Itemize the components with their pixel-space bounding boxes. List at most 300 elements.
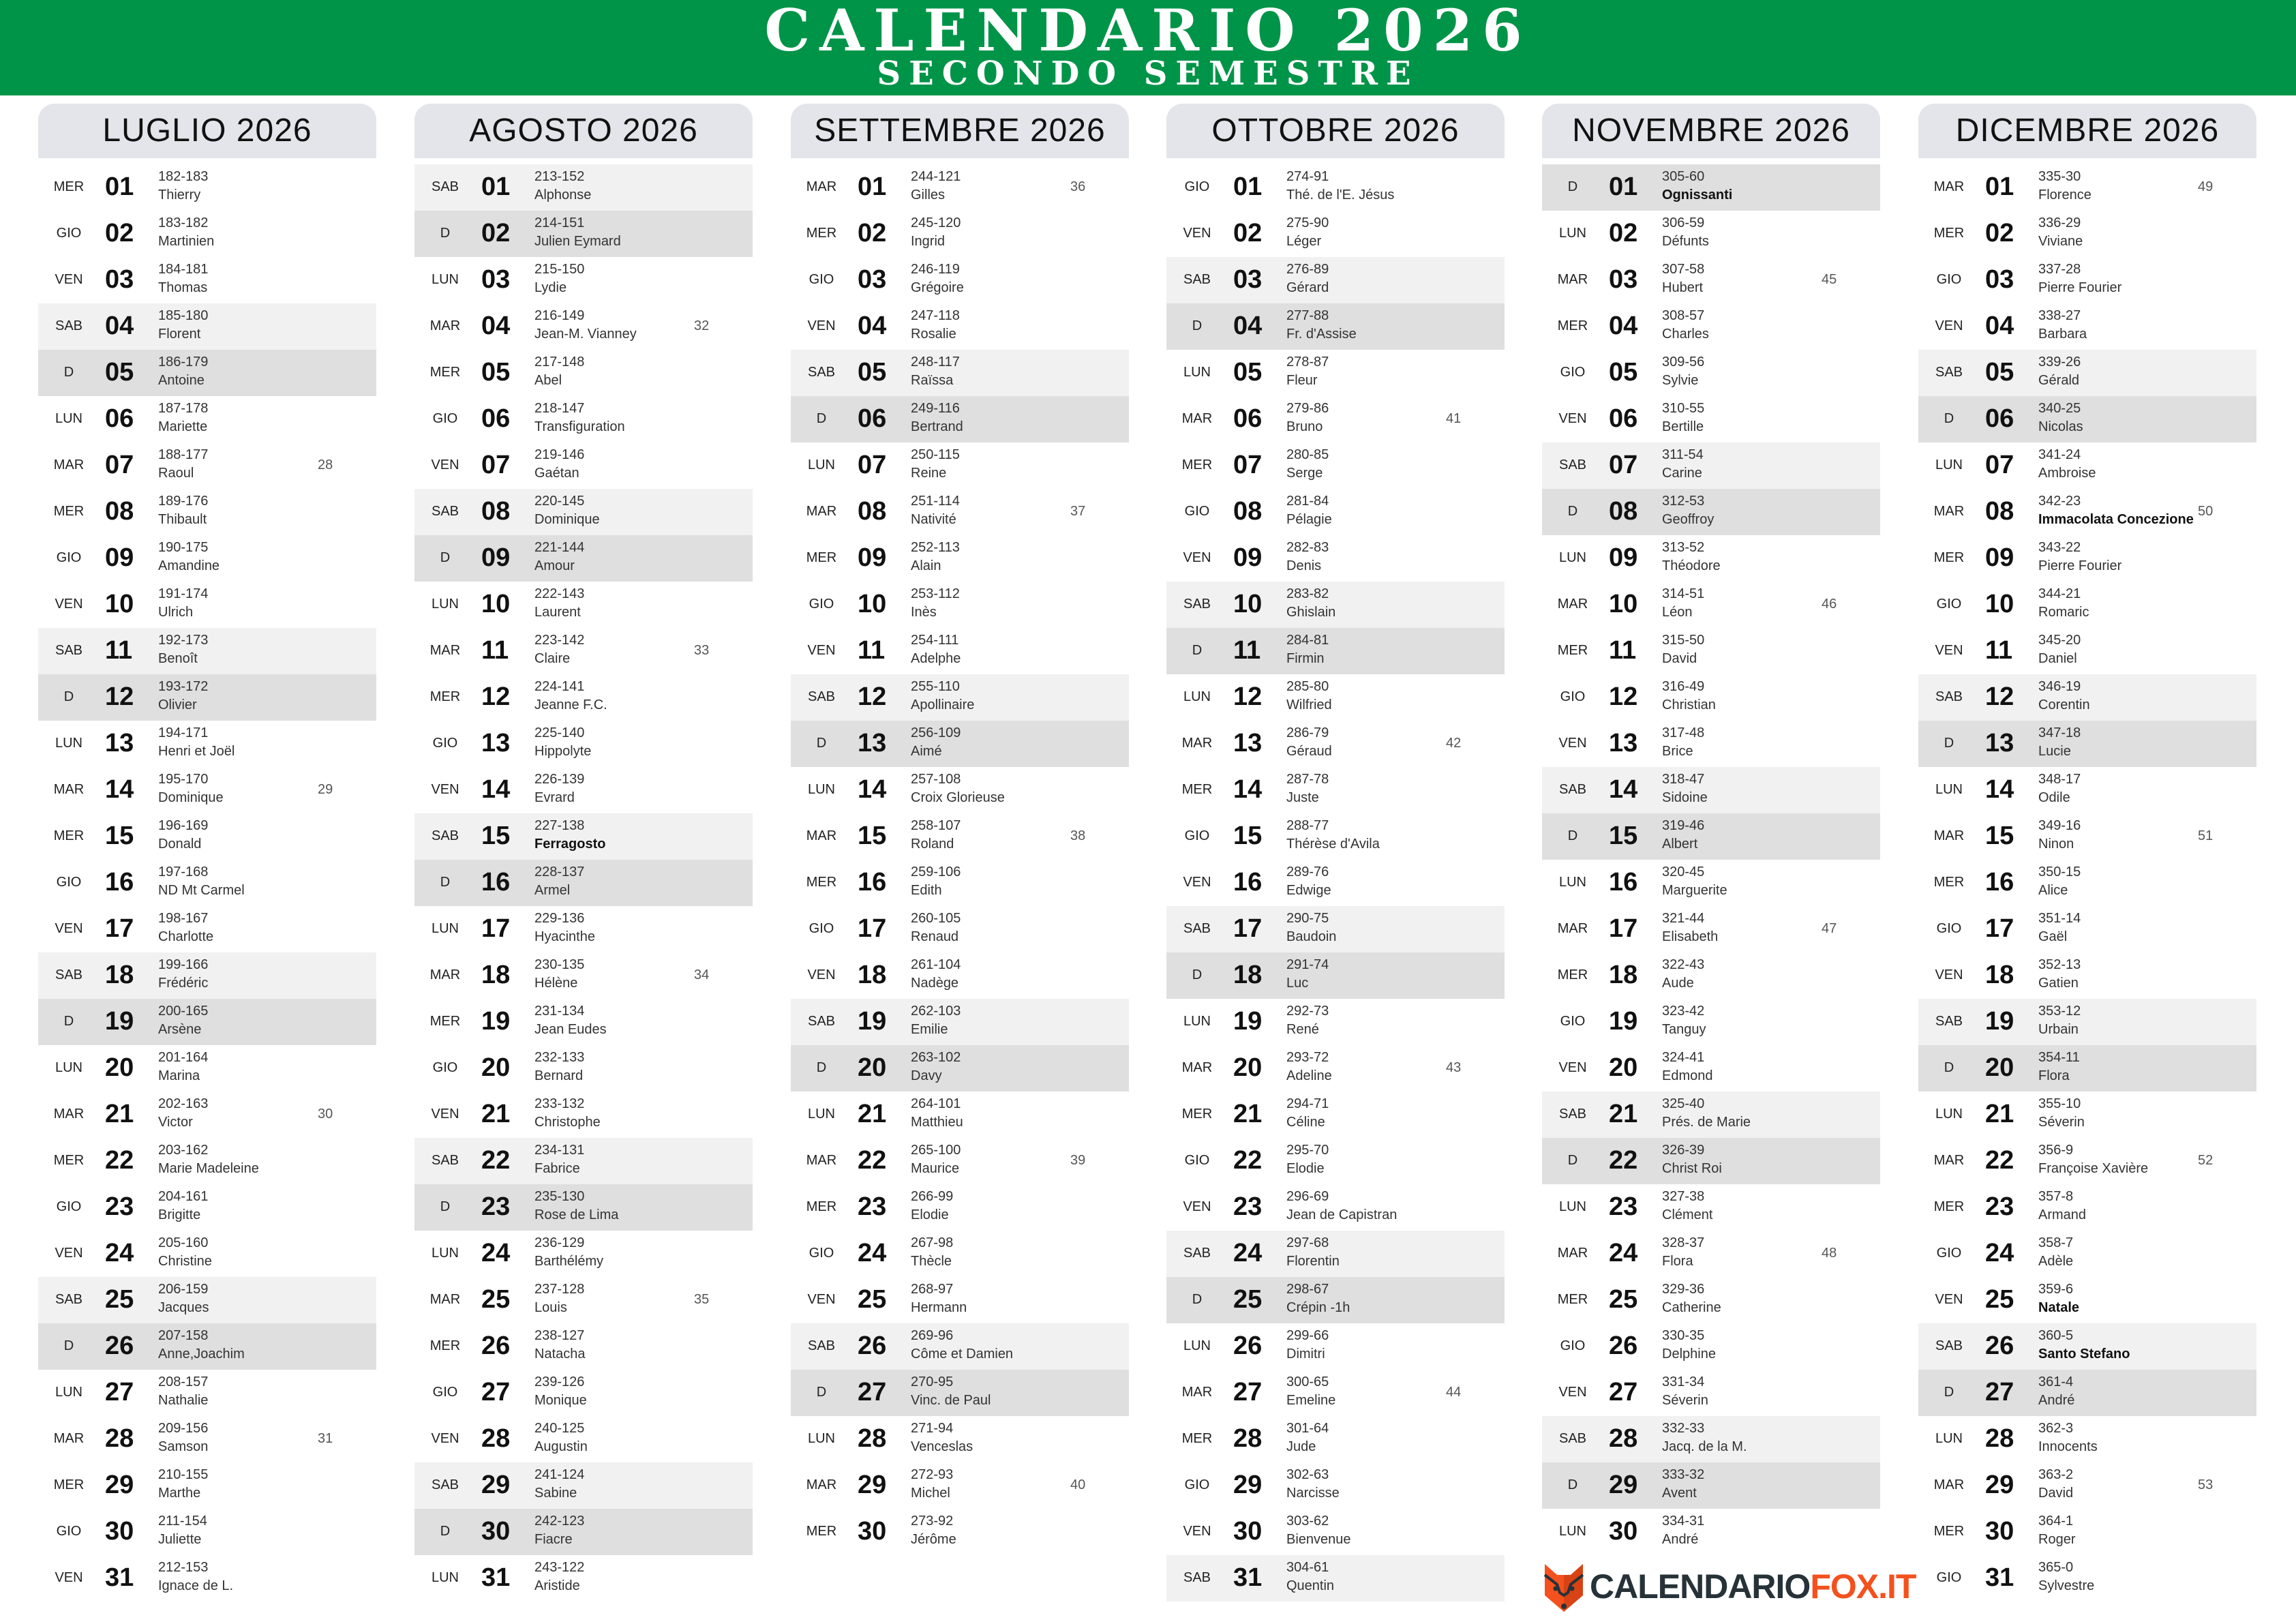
weekday-label: VEN	[807, 1292, 836, 1307]
saint-name: Crépin -1h	[1286, 1300, 1350, 1315]
saint-name: Dimitri	[1286, 1347, 1325, 1362]
day-of-year: 297-68	[1286, 1235, 1329, 1250]
day-row	[791, 442, 1129, 489]
saint-name: ND Mt Carmel	[158, 883, 245, 898]
day-row	[1918, 674, 2256, 721]
day-of-year: 264-101	[911, 1096, 961, 1111]
day-row	[38, 211, 376, 257]
weekday-label: VEN	[55, 597, 83, 612]
week-number: 51	[2198, 828, 2214, 843]
saint-name: Hubert	[1662, 280, 1704, 295]
weekday-label: D	[1944, 1385, 1954, 1400]
month-header: LUGLIO 2026	[38, 104, 376, 158]
weekday-label: MAR	[806, 179, 837, 194]
day-row	[1918, 721, 2256, 767]
saint-name: Gatien	[2038, 976, 2079, 991]
day-of-year: 185-180	[158, 308, 209, 323]
day-number: 10	[105, 590, 134, 618]
saint-name: Urbain	[2038, 1022, 2079, 1037]
day-number: 21	[481, 1100, 511, 1128]
saint-name: Ognissanti	[1662, 187, 1733, 202]
saint-name: Catherine	[1662, 1300, 1721, 1315]
weekday-label: SAB	[807, 365, 836, 380]
day-number: 07	[858, 451, 887, 479]
day-number: 14	[1609, 775, 1638, 804]
saint-name: Edith	[911, 883, 942, 898]
week-number: 34	[694, 967, 710, 982]
weekday-label: LUN	[807, 457, 835, 472]
saint-name: Pierre Fourier	[2038, 280, 2122, 295]
saint-name: Maurice	[911, 1161, 960, 1176]
day-number: 09	[105, 543, 134, 572]
weekday-label: MAR	[806, 1477, 837, 1492]
saint-name: Léger	[1286, 234, 1322, 249]
day-row	[791, 999, 1129, 1045]
day-of-year: 221-144	[534, 540, 585, 555]
saint-name: Thierry	[158, 187, 201, 202]
day-row	[1918, 535, 2256, 582]
day-row	[1918, 813, 2256, 860]
day-number: 05	[1233, 358, 1263, 387]
day-of-year: 218-147	[534, 401, 585, 416]
day-number: 07	[481, 451, 511, 479]
day-row	[38, 1323, 376, 1370]
day-number: 27	[105, 1378, 134, 1407]
day-row	[414, 164, 753, 211]
weekday-label: LUN	[55, 736, 82, 751]
day-number: 03	[858, 265, 887, 294]
weekday-label: GIO	[1184, 179, 1210, 194]
day-number: 18	[105, 961, 134, 989]
day-of-year: 365-0	[2038, 1560, 2074, 1575]
day-row	[1918, 1231, 2256, 1277]
day-row	[1542, 164, 1880, 211]
day-number: 14	[105, 775, 134, 804]
day-number: 18	[1233, 961, 1263, 989]
day-number: 23	[858, 1192, 887, 1221]
day-of-year: 255-110	[911, 679, 960, 694]
day-row	[414, 1509, 753, 1555]
day-row	[38, 906, 376, 952]
day-of-year: 217-148	[534, 355, 585, 370]
saint-name: Marthe	[158, 1486, 201, 1501]
day-row	[1166, 1231, 1505, 1277]
day-number: 19	[1985, 1007, 2014, 1036]
weekday-label: MER	[429, 1014, 461, 1029]
day-number: 06	[1609, 404, 1638, 433]
saint-name: Emilie	[911, 1022, 948, 1037]
day-of-year: 278-87	[1286, 355, 1329, 370]
saint-name: Aristide	[534, 1578, 580, 1593]
day-number: 29	[481, 1471, 511, 1499]
fox-icon	[1542, 1561, 1586, 1613]
day-of-year: 343-22	[2038, 540, 2081, 555]
day-of-year: 197-168	[158, 864, 209, 879]
day-number: 28	[481, 1424, 511, 1453]
saint-name: David	[1662, 651, 1697, 666]
month-column	[414, 104, 753, 1617]
day-of-year: 244-121	[911, 169, 961, 184]
day-row	[1542, 442, 1880, 489]
weekday-label: LUN	[1935, 457, 1963, 472]
day-number: 31	[1233, 1563, 1263, 1592]
day-row	[1166, 535, 1505, 582]
day-row	[414, 721, 753, 767]
saint-name: Christ Roi	[1662, 1161, 1722, 1176]
day-row	[791, 535, 1129, 582]
saint-name: Benoît	[158, 651, 198, 666]
saint-name: Carine	[1662, 466, 1702, 481]
day-number: 16	[1985, 868, 2014, 897]
saint-name: Immacolata Concezione	[2038, 512, 2194, 527]
saint-name: Christophe	[534, 1115, 601, 1130]
day-of-year: 317-48	[1662, 725, 1705, 740]
day-number: 02	[481, 219, 511, 247]
weekday-label: GIO	[1936, 1570, 1962, 1585]
day-number: 08	[1609, 497, 1638, 526]
day-of-year: 364-1	[2038, 1514, 2074, 1529]
day-number: 22	[105, 1146, 134, 1175]
saint-name: Louis	[534, 1300, 567, 1315]
weekday-label: D	[63, 1014, 74, 1029]
weekday-label: GIO	[1184, 504, 1210, 519]
week-number: 52	[2198, 1153, 2214, 1168]
saint-name: Juste	[1286, 790, 1319, 805]
week-number: 44	[1446, 1385, 1462, 1400]
saint-name: Roger	[2038, 1532, 2076, 1547]
day-of-year: 266-99	[911, 1189, 954, 1204]
day-number: 20	[1609, 1053, 1638, 1082]
day-row	[1166, 211, 1505, 257]
weekday-label: SAB	[1935, 1338, 1963, 1353]
day-of-year: 360-5	[2038, 1328, 2074, 1343]
weekday-label: GIO	[1560, 1014, 1586, 1029]
weekday-label: SAB	[1183, 1570, 1211, 1585]
weekday-label: MER	[1557, 643, 1588, 658]
day-of-year: 242-123	[534, 1514, 585, 1529]
day-row	[38, 767, 376, 813]
weekday-label: LUN	[431, 921, 459, 936]
day-number: 27	[1985, 1378, 2014, 1407]
day-number: 23	[481, 1192, 511, 1221]
day-number: 11	[858, 636, 886, 665]
day-row	[791, 350, 1129, 396]
weekday-label: D	[1567, 504, 1578, 519]
weekday-label: LUN	[431, 1570, 459, 1585]
saint-name: André	[1662, 1532, 1699, 1547]
saint-name: Romaric	[2038, 605, 2089, 620]
day-row	[414, 860, 753, 906]
week-number: 40	[1070, 1477, 1086, 1492]
day-row	[414, 1462, 753, 1509]
day-row	[1166, 164, 1505, 211]
day-row	[1542, 628, 1880, 674]
day-of-year: 243-122	[534, 1560, 585, 1575]
weekday-label: GIO	[809, 1246, 834, 1261]
day-row	[38, 1462, 376, 1509]
day-of-year: 309-56	[1662, 355, 1705, 370]
day-row	[1918, 1184, 2256, 1231]
day-row	[791, 1370, 1129, 1416]
saint-name: Albert	[1662, 837, 1698, 852]
day-of-year: 207-158	[158, 1328, 209, 1343]
saint-name: Adèle	[2038, 1254, 2074, 1269]
day-number: 13	[1985, 729, 2014, 757]
day-number: 20	[858, 1053, 887, 1082]
day-of-year: 227-138	[534, 818, 585, 833]
day-number: 01	[1233, 172, 1263, 201]
day-number: 12	[858, 682, 887, 711]
day-of-year: 240-125	[534, 1421, 585, 1436]
day-number: 09	[1233, 543, 1263, 572]
saint-name: Luc	[1286, 976, 1309, 991]
calendariofox-logo[interactable]	[1542, 1561, 1916, 1609]
day-of-year: 335-30	[2038, 169, 2081, 184]
day-number: 17	[105, 914, 134, 943]
weekday-label: SAB	[55, 1292, 83, 1307]
day-row	[791, 628, 1129, 674]
day-row	[1542, 1045, 1880, 1092]
day-of-year: 340-25	[2038, 401, 2081, 416]
saint-name: Barbara	[2038, 327, 2087, 342]
day-of-year: 199-166	[158, 957, 209, 972]
week-number: 47	[1822, 921, 1837, 936]
saint-name: Ignace de L.	[158, 1578, 234, 1593]
saint-name: Nathalie	[158, 1393, 209, 1408]
day-number: 26	[481, 1332, 511, 1360]
weekday-label: LUN	[55, 411, 82, 426]
saint-name: Reine	[911, 466, 947, 481]
weekday-label: VEN	[1558, 1060, 1587, 1075]
day-number: 02	[858, 219, 887, 247]
saint-name: Edmond	[1662, 1068, 1713, 1083]
day-number: 30	[105, 1517, 134, 1546]
weekday-label: MER	[806, 226, 837, 241]
day-row	[1918, 1370, 2256, 1416]
day-of-year: 280-85	[1286, 447, 1329, 462]
day-number: 27	[1609, 1378, 1638, 1407]
day-number: 06	[481, 404, 511, 433]
day-row	[791, 1323, 1129, 1370]
day-of-year: 329-36	[1662, 1282, 1705, 1297]
week-number: 28	[318, 457, 333, 472]
saint-name: Thérèse d'Avila	[1286, 837, 1380, 852]
day-of-year: 229-136	[534, 911, 585, 926]
day-number: 17	[481, 914, 511, 943]
day-number: 29	[1233, 1471, 1263, 1499]
day-number: 09	[1985, 543, 2014, 572]
day-row	[38, 535, 376, 582]
weekday-label: GIO	[1184, 828, 1210, 843]
day-of-year: 196-169	[158, 818, 209, 833]
day-number: 16	[481, 868, 511, 897]
saint-name: Julien Eymard	[534, 234, 621, 249]
saint-name: Brice	[1662, 744, 1693, 759]
day-row	[1918, 628, 2256, 674]
weekday-label: MER	[1933, 875, 1965, 890]
day-of-year: 322-43	[1662, 957, 1705, 972]
saint-name: Gilles	[911, 187, 946, 202]
saint-name: Jean-M. Vianney	[534, 327, 637, 342]
day-of-year: 316-49	[1662, 679, 1705, 694]
day-row	[414, 1370, 753, 1416]
day-row	[791, 767, 1129, 813]
day-number: 17	[1233, 914, 1263, 943]
weekday-label: MAR	[1933, 179, 1965, 194]
saint-name: René	[1286, 1022, 1319, 1037]
day-number: 27	[858, 1378, 887, 1407]
day-number: 02	[105, 219, 134, 247]
day-number: 30	[481, 1517, 511, 1546]
day-row	[38, 999, 376, 1045]
saint-name: Elisabeth	[1662, 929, 1719, 944]
day-of-year: 303-62	[1286, 1514, 1329, 1529]
weekday-label: MER	[1181, 1431, 1213, 1446]
saint-name: Jean Eudes	[534, 1022, 607, 1037]
weekday-label: GIO	[1560, 1338, 1586, 1353]
day-of-year: 339-26	[2038, 355, 2081, 370]
saint-name: Marie Madeleine	[158, 1161, 259, 1176]
weekday-label: LUN	[55, 1060, 82, 1075]
saint-name: Bruno	[1286, 419, 1323, 434]
day-of-year: 233-132	[534, 1096, 585, 1111]
weekday-label: GIO	[1560, 689, 1586, 704]
day-number: 12	[1609, 682, 1638, 711]
weekday-label: SAB	[1935, 1014, 1963, 1029]
day-of-year: 200-165	[158, 1004, 209, 1019]
day-row	[414, 767, 753, 813]
day-row	[1542, 813, 1880, 860]
day-row	[1542, 1092, 1880, 1138]
day-number: 01	[858, 172, 887, 201]
saint-name: Alain	[911, 558, 941, 573]
weekday-label: VEN	[431, 1107, 459, 1122]
day-row	[1918, 1462, 2256, 1509]
day-number: 26	[1985, 1332, 2014, 1360]
day-number: 13	[1233, 729, 1263, 757]
day-of-year: 188-177	[158, 447, 209, 462]
day-of-year: 195-170	[158, 772, 209, 787]
saint-name: Fiacre	[534, 1532, 573, 1547]
day-row	[38, 164, 376, 211]
saint-name: Mariette	[158, 419, 208, 434]
weekday-label: SAB	[1183, 597, 1211, 612]
saint-name: Hélène	[534, 976, 578, 991]
day-number: 19	[1233, 1007, 1263, 1036]
weekday-label: VEN	[807, 318, 836, 333]
day-row	[1918, 164, 2256, 211]
weekday-label: SAB	[431, 179, 459, 194]
day-of-year: 298-67	[1286, 1282, 1329, 1297]
day-number: 04	[481, 312, 511, 340]
day-of-year: 301-64	[1286, 1421, 1329, 1436]
day-of-year: 205-160	[158, 1235, 209, 1250]
day-number: 11	[1233, 636, 1261, 665]
day-number: 08	[481, 497, 511, 526]
day-row	[1166, 1509, 1505, 1555]
day-row	[791, 1277, 1129, 1323]
saint-name: Anne,Joachim	[158, 1347, 245, 1362]
weekday-label: MER	[429, 1338, 461, 1353]
day-of-year: 224-141	[534, 679, 585, 694]
day-row	[38, 1509, 376, 1555]
day-row	[1918, 211, 2256, 257]
day-number: 12	[481, 682, 511, 711]
day-row	[1542, 1370, 1880, 1416]
saint-name: Fr. d'Assise	[1286, 327, 1357, 342]
day-number: 09	[1609, 543, 1638, 572]
month-column	[1918, 104, 2256, 1617]
day-of-year: 206-159	[158, 1282, 209, 1297]
day-row	[791, 164, 1129, 211]
weekday-label: LUN	[1558, 875, 1586, 890]
weekday-label: D	[1192, 318, 1203, 333]
saint-name: Venceslas	[911, 1439, 973, 1454]
day-row	[38, 1045, 376, 1092]
day-row	[1166, 582, 1505, 628]
saint-name: Geoffroy	[1662, 512, 1715, 527]
weekday-label: GIO	[56, 875, 82, 890]
day-number: 18	[858, 961, 887, 989]
day-of-year: 235-130	[534, 1189, 585, 1204]
weekday-label: MAR	[1181, 411, 1213, 426]
weekday-label: MER	[429, 689, 461, 704]
day-number: 10	[481, 590, 511, 618]
day-number: 31	[105, 1563, 134, 1592]
day-row	[414, 211, 753, 257]
saint-name: Hippolyte	[534, 744, 592, 759]
day-of-year: 336-29	[2038, 215, 2081, 230]
weekday-label: MAR	[1933, 504, 1965, 519]
weekday-label: D	[63, 365, 74, 380]
saint-name: Christine	[158, 1254, 212, 1269]
saint-name: Gérard	[1286, 280, 1329, 295]
weekday-label: LUN	[807, 1107, 835, 1122]
saint-name: Narcisse	[1286, 1486, 1340, 1501]
day-row	[414, 535, 753, 582]
day-row	[1918, 1555, 2256, 1602]
saint-name: Raïssa	[911, 373, 954, 388]
saint-name: Hermann	[911, 1300, 967, 1315]
day-row	[1542, 303, 1880, 350]
day-of-year: 363-2	[2038, 1467, 2074, 1482]
day-row	[791, 303, 1129, 350]
day-row	[414, 582, 753, 628]
day-row	[414, 303, 753, 350]
saint-name: André	[2038, 1393, 2075, 1408]
day-row	[1542, 906, 1880, 952]
day-of-year: 302-63	[1286, 1467, 1329, 1482]
day-number: 23	[1233, 1192, 1263, 1221]
day-row	[1542, 211, 1880, 257]
day-of-year: 355-10	[2038, 1096, 2081, 1111]
weekday-label: MAR	[806, 1153, 837, 1168]
weekday-label: LUN	[1183, 689, 1211, 704]
day-row	[1542, 582, 1880, 628]
day-row	[414, 350, 753, 396]
weekday-label: GIO	[1936, 597, 1962, 612]
day-of-year: 193-172	[158, 679, 209, 694]
saint-name: Donald	[158, 837, 202, 852]
weekday-label: GIO	[432, 1385, 458, 1400]
day-number: 07	[1609, 451, 1638, 479]
day-row	[1542, 1416, 1880, 1462]
day-row	[1918, 396, 2256, 442]
day-number: 22	[1985, 1146, 2014, 1175]
day-row	[1166, 489, 1505, 535]
day-of-year: 344-21	[2038, 586, 2081, 601]
day-number: 14	[858, 775, 887, 804]
